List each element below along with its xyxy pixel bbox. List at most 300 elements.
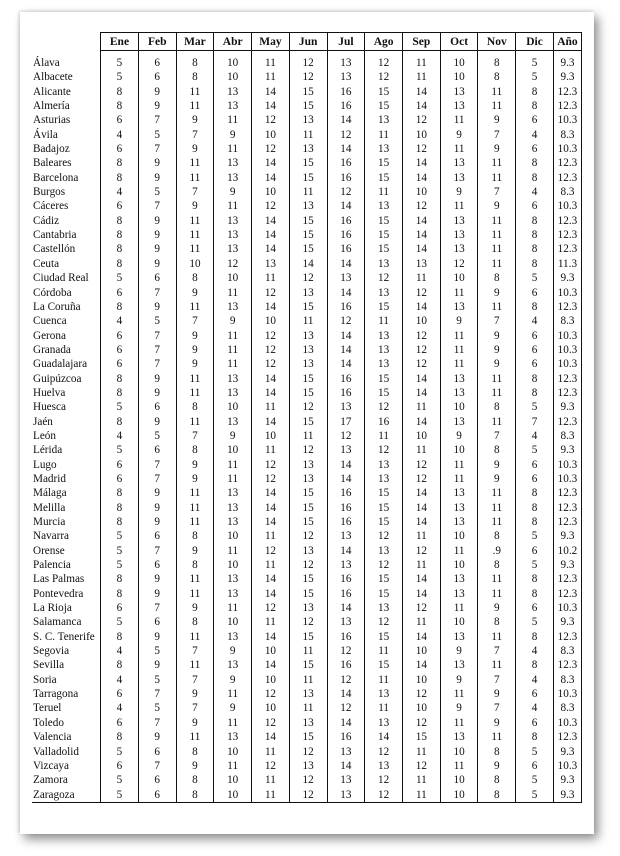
value-cell: 15	[365, 171, 403, 185]
value-cell: 8	[516, 214, 554, 228]
value-cell: 14	[402, 587, 440, 601]
value-cell: 8	[478, 745, 516, 759]
value-cell: 11	[176, 630, 214, 644]
value-cell: 13	[327, 400, 365, 414]
column-header: Jun	[289, 33, 327, 51]
value-cell: 8	[101, 99, 139, 113]
value-cell: 12	[289, 271, 327, 285]
value-cell: 8	[101, 242, 139, 256]
value-cell: 11	[214, 458, 252, 472]
value-cell: 14	[365, 730, 403, 744]
value-cell: 11	[478, 214, 516, 228]
value-cell: 10	[402, 701, 440, 715]
value-cell: 13	[289, 472, 327, 486]
value-cell: 12	[327, 701, 365, 715]
value-cell: 11	[214, 759, 252, 773]
value-cell: 15	[365, 658, 403, 672]
value-cell: 9.3	[553, 271, 581, 285]
value-cell: 8	[101, 415, 139, 429]
value-cell: 9	[138, 85, 176, 99]
value-cell: 11	[440, 759, 478, 773]
value-cell: 11	[252, 443, 290, 457]
value-cell: 8	[516, 99, 554, 113]
table-row	[32, 429, 582, 443]
value-cell: 10	[214, 529, 252, 543]
value-cell: 6	[516, 343, 554, 357]
value-cell: 9	[214, 701, 252, 715]
value-cell: 8	[176, 400, 214, 414]
province-name-cell: La Rioja	[32, 601, 101, 615]
value-cell: 8	[516, 486, 554, 500]
value-cell: 7	[176, 185, 214, 199]
value-cell: 10.3	[553, 113, 581, 127]
value-cell: 10.3	[553, 199, 581, 213]
value-cell: 8	[101, 156, 139, 170]
value-cell: 4	[516, 128, 554, 142]
table-row	[32, 773, 582, 787]
table-row	[32, 788, 582, 803]
value-cell: 15	[289, 630, 327, 644]
value-cell: 14	[252, 386, 290, 400]
table-row	[32, 286, 582, 300]
value-cell: 12	[402, 687, 440, 701]
value-cell: 12.3	[553, 156, 581, 170]
value-cell: 12.3	[553, 85, 581, 99]
value-cell: 13	[214, 515, 252, 529]
value-cell: 5	[138, 673, 176, 687]
value-cell: 13	[365, 601, 403, 615]
value-cell: 9	[440, 128, 478, 142]
value-cell: 9	[176, 458, 214, 472]
value-cell: 12.3	[553, 515, 581, 529]
value-cell: 13	[440, 515, 478, 529]
value-cell: 14	[327, 113, 365, 127]
value-cell: 8	[478, 443, 516, 457]
value-cell: 13	[365, 759, 403, 773]
province-name-cell: La Coruña	[32, 300, 101, 314]
value-cell: 14	[327, 544, 365, 558]
province-name-cell: Álava	[32, 51, 101, 71]
value-cell: 13	[214, 372, 252, 386]
value-cell: 10	[252, 673, 290, 687]
value-cell: 15	[289, 156, 327, 170]
value-cell: 11	[478, 85, 516, 99]
value-cell: 7	[138, 687, 176, 701]
province-name-cell: Badajoz	[32, 142, 101, 156]
value-cell: 6	[138, 615, 176, 629]
value-cell: 8	[176, 529, 214, 543]
value-cell: 10	[440, 271, 478, 285]
value-cell: 5	[101, 51, 139, 71]
value-cell: 10.3	[553, 343, 581, 357]
value-cell: 11	[252, 615, 290, 629]
value-cell: 11	[176, 85, 214, 99]
value-cell: 10.3	[553, 759, 581, 773]
value-cell: 8	[101, 257, 139, 271]
value-cell: 15	[289, 515, 327, 529]
value-cell: 7	[478, 673, 516, 687]
value-cell: 6	[138, 788, 176, 803]
value-cell: 14	[252, 85, 290, 99]
value-cell: 5	[101, 788, 139, 803]
value-cell: 13	[214, 501, 252, 515]
province-name-cell: S. C. Tenerife	[32, 630, 101, 644]
province-name-cell: Tarragona	[32, 687, 101, 701]
value-cell: 14	[327, 687, 365, 701]
value-cell: 9	[176, 716, 214, 730]
province-name-cell: Vizcaya	[32, 759, 101, 773]
value-cell: 8	[101, 171, 139, 185]
value-cell: 17	[327, 415, 365, 429]
value-cell: 11	[252, 529, 290, 543]
value-cell: 6	[516, 329, 554, 343]
value-cell: 10.3	[553, 472, 581, 486]
value-cell: 7	[138, 343, 176, 357]
value-cell: 7	[176, 644, 214, 658]
value-cell: 14	[402, 85, 440, 99]
value-cell: 15	[289, 501, 327, 515]
data-table	[32, 32, 582, 803]
value-cell: 12	[327, 128, 365, 142]
table-row	[32, 156, 582, 170]
value-cell: 8	[176, 443, 214, 457]
value-cell: 12	[365, 745, 403, 759]
value-cell: 11	[365, 185, 403, 199]
value-cell: 4	[516, 314, 554, 328]
value-cell: 14	[252, 415, 290, 429]
value-cell: 7	[478, 701, 516, 715]
value-cell: 12	[365, 788, 403, 803]
province-name-cell: Palencia	[32, 558, 101, 572]
value-cell: 11	[176, 658, 214, 672]
value-cell: 5	[101, 529, 139, 543]
value-cell: .9	[478, 544, 516, 558]
value-cell: 8	[101, 630, 139, 644]
province-name-cell: Teruel	[32, 701, 101, 715]
value-cell: 13	[289, 113, 327, 127]
value-cell: 15	[365, 214, 403, 228]
value-cell: 13	[214, 630, 252, 644]
value-cell: 11	[214, 113, 252, 127]
value-cell: 13	[440, 486, 478, 500]
value-cell: 15	[365, 85, 403, 99]
value-cell: 12	[365, 70, 403, 84]
value-cell: 8	[516, 501, 554, 515]
value-cell: 11	[440, 716, 478, 730]
value-cell: 5	[516, 558, 554, 572]
value-cell: 12	[402, 113, 440, 127]
province-name-cell: Sevilla	[32, 658, 101, 672]
value-cell: 12	[252, 544, 290, 558]
table-row	[32, 185, 582, 199]
value-cell: 15	[289, 171, 327, 185]
value-cell: 12	[402, 458, 440, 472]
value-cell: 13	[440, 300, 478, 314]
value-cell: 11	[440, 286, 478, 300]
value-cell: 5	[516, 773, 554, 787]
value-cell: 13	[365, 142, 403, 156]
value-cell: 15	[289, 658, 327, 672]
column-header: Feb	[138, 33, 176, 51]
value-cell: 15	[365, 228, 403, 242]
value-cell: 9	[214, 128, 252, 142]
value-cell: 8	[101, 228, 139, 242]
value-cell: 8	[478, 773, 516, 787]
value-cell: 12	[289, 788, 327, 803]
value-cell: 8	[516, 730, 554, 744]
value-cell: 4	[516, 701, 554, 715]
value-cell: 10	[214, 615, 252, 629]
value-cell: 12	[365, 773, 403, 787]
value-cell: 8	[101, 572, 139, 586]
value-cell: 11	[440, 357, 478, 371]
value-cell: 15	[365, 99, 403, 113]
value-cell: 15	[289, 730, 327, 744]
value-cell: 6	[138, 271, 176, 285]
value-cell: 11	[402, 400, 440, 414]
value-cell: 13	[440, 214, 478, 228]
value-cell: 14	[402, 242, 440, 256]
value-cell: 7	[138, 199, 176, 213]
value-cell: 12.3	[553, 300, 581, 314]
table-row	[32, 99, 582, 113]
value-cell: 16	[327, 501, 365, 515]
value-cell: 8	[176, 51, 214, 71]
table-row	[32, 558, 582, 572]
province-name-cell: Valladolid	[32, 745, 101, 759]
table-row	[32, 687, 582, 701]
table-row	[32, 745, 582, 759]
value-cell: 13	[327, 529, 365, 543]
value-cell: 14	[252, 214, 290, 228]
value-cell: 11	[176, 171, 214, 185]
table-row	[32, 415, 582, 429]
value-cell: 16	[327, 587, 365, 601]
value-cell: 9	[138, 242, 176, 256]
table-row	[32, 486, 582, 500]
value-cell: 11	[214, 472, 252, 486]
value-cell: 4	[516, 644, 554, 658]
value-cell: 6	[516, 472, 554, 486]
table-row	[32, 730, 582, 744]
column-header: May	[252, 33, 290, 51]
value-cell: 9	[478, 343, 516, 357]
value-cell: 9.3	[553, 529, 581, 543]
value-cell: 9	[440, 673, 478, 687]
value-cell: 9	[176, 544, 214, 558]
value-cell: 11	[289, 701, 327, 715]
value-cell: 13	[440, 85, 478, 99]
value-cell: 13	[214, 242, 252, 256]
value-cell: 11	[289, 314, 327, 328]
table-row	[32, 458, 582, 472]
value-cell: 12	[252, 472, 290, 486]
value-cell: 6	[101, 142, 139, 156]
value-cell: 11	[252, 773, 290, 787]
value-cell: 5	[101, 558, 139, 572]
column-header: Oct	[440, 33, 478, 51]
province-name-cell: Jaén	[32, 415, 101, 429]
value-cell: 11	[478, 486, 516, 500]
value-cell: 11	[440, 601, 478, 615]
value-cell: 8	[478, 271, 516, 285]
value-cell: 14	[252, 242, 290, 256]
value-cell: 10	[214, 70, 252, 84]
table-row	[32, 271, 582, 285]
value-cell: 12.3	[553, 386, 581, 400]
value-cell: 12	[402, 544, 440, 558]
value-cell: 6	[516, 199, 554, 213]
column-header: Dic	[516, 33, 554, 51]
value-cell: 10	[214, 788, 252, 803]
value-cell: 10	[440, 615, 478, 629]
table-row	[32, 199, 582, 213]
value-cell: 9	[138, 730, 176, 744]
value-cell: 10	[440, 558, 478, 572]
table-row	[32, 544, 582, 558]
value-cell: 6	[138, 51, 176, 71]
value-cell: 11	[402, 615, 440, 629]
value-cell: 11	[176, 587, 214, 601]
value-cell: 9	[214, 673, 252, 687]
value-cell: 16	[327, 372, 365, 386]
value-cell: 14	[252, 587, 290, 601]
value-cell: 12.3	[553, 228, 581, 242]
province-name-cell: Castellón	[32, 242, 101, 256]
value-cell: 6	[101, 199, 139, 213]
value-cell: 10	[252, 185, 290, 199]
value-cell: 12.3	[553, 501, 581, 515]
value-cell: 7	[478, 314, 516, 328]
value-cell: 8	[478, 615, 516, 629]
value-cell: 11	[478, 228, 516, 242]
value-cell: 13	[365, 286, 403, 300]
value-cell: 14	[402, 630, 440, 644]
value-cell: 5	[101, 544, 139, 558]
value-cell: 11	[478, 658, 516, 672]
value-cell: 15	[289, 300, 327, 314]
value-cell: 7	[176, 128, 214, 142]
value-cell: 15	[365, 630, 403, 644]
value-cell: 14	[402, 214, 440, 228]
value-cell: 11	[176, 515, 214, 529]
value-cell: 16	[327, 730, 365, 744]
value-cell: 13	[214, 587, 252, 601]
value-cell: 12.3	[553, 214, 581, 228]
value-cell: 5	[101, 70, 139, 84]
value-cell: 9	[138, 630, 176, 644]
value-cell: 6	[101, 286, 139, 300]
value-cell: 11	[478, 242, 516, 256]
column-header: Mar	[176, 33, 214, 51]
value-cell: 11	[289, 429, 327, 443]
value-cell: 11	[478, 372, 516, 386]
value-cell: 8	[101, 372, 139, 386]
value-cell: 15	[402, 730, 440, 744]
province-name-cell: Ávila	[32, 128, 101, 142]
value-cell: 6	[138, 558, 176, 572]
value-cell: 13	[440, 587, 478, 601]
value-cell: 11	[214, 329, 252, 343]
value-cell: 10	[402, 644, 440, 658]
value-cell: 10	[214, 51, 252, 71]
value-cell: 12	[365, 443, 403, 457]
province-name-cell: Ceuta	[32, 257, 101, 271]
value-cell: 8	[478, 558, 516, 572]
province-name-cell: Guadalajara	[32, 357, 101, 371]
value-cell: 9	[138, 300, 176, 314]
value-cell: 8.3	[553, 185, 581, 199]
value-cell: 10	[214, 271, 252, 285]
value-cell: 15	[289, 242, 327, 256]
value-cell: 13	[440, 372, 478, 386]
value-cell: 13	[440, 228, 478, 242]
value-cell: 11	[176, 228, 214, 242]
value-cell: 9	[138, 99, 176, 113]
value-cell: 8	[516, 242, 554, 256]
value-cell: 10.3	[553, 601, 581, 615]
value-cell: 13	[289, 716, 327, 730]
value-cell: 4	[101, 673, 139, 687]
value-cell: 9.3	[553, 51, 581, 71]
value-cell: 10	[214, 558, 252, 572]
value-cell: 11	[214, 716, 252, 730]
value-cell: 13	[289, 759, 327, 773]
value-cell: 9	[176, 113, 214, 127]
value-cell: 10	[402, 429, 440, 443]
value-cell: 16	[327, 171, 365, 185]
value-cell: 7	[138, 472, 176, 486]
value-cell: 6	[516, 687, 554, 701]
value-cell: 14	[327, 716, 365, 730]
value-cell: 12	[289, 745, 327, 759]
value-cell: 11	[478, 501, 516, 515]
value-cell: 4	[101, 701, 139, 715]
value-cell: 8	[101, 85, 139, 99]
value-cell: 8	[516, 300, 554, 314]
value-cell: 5	[138, 314, 176, 328]
value-cell: 11	[289, 644, 327, 658]
value-cell: 10.3	[553, 142, 581, 156]
value-cell: 11	[478, 156, 516, 170]
table-row	[32, 300, 582, 314]
value-cell: 9	[138, 156, 176, 170]
value-cell: 5	[516, 745, 554, 759]
value-cell: 13	[214, 228, 252, 242]
value-cell: 14	[327, 601, 365, 615]
value-cell: 8	[101, 501, 139, 515]
value-cell: 15	[289, 228, 327, 242]
value-cell: 10	[402, 128, 440, 142]
value-cell: 14	[252, 99, 290, 113]
value-cell: 12.3	[553, 99, 581, 113]
value-cell: 9	[478, 687, 516, 701]
value-cell: 14	[402, 486, 440, 500]
value-cell: 11	[402, 788, 440, 803]
value-cell: 16	[327, 486, 365, 500]
value-cell: 10.3	[553, 329, 581, 343]
table-row	[32, 615, 582, 629]
value-cell: 9	[214, 314, 252, 328]
value-cell: 10.3	[553, 687, 581, 701]
value-cell: 9	[478, 458, 516, 472]
province-name-cell: Orense	[32, 544, 101, 558]
value-cell: 16	[327, 99, 365, 113]
table-row	[32, 329, 582, 343]
value-cell: 16	[327, 630, 365, 644]
value-cell: 14	[402, 415, 440, 429]
value-cell: 13	[327, 271, 365, 285]
